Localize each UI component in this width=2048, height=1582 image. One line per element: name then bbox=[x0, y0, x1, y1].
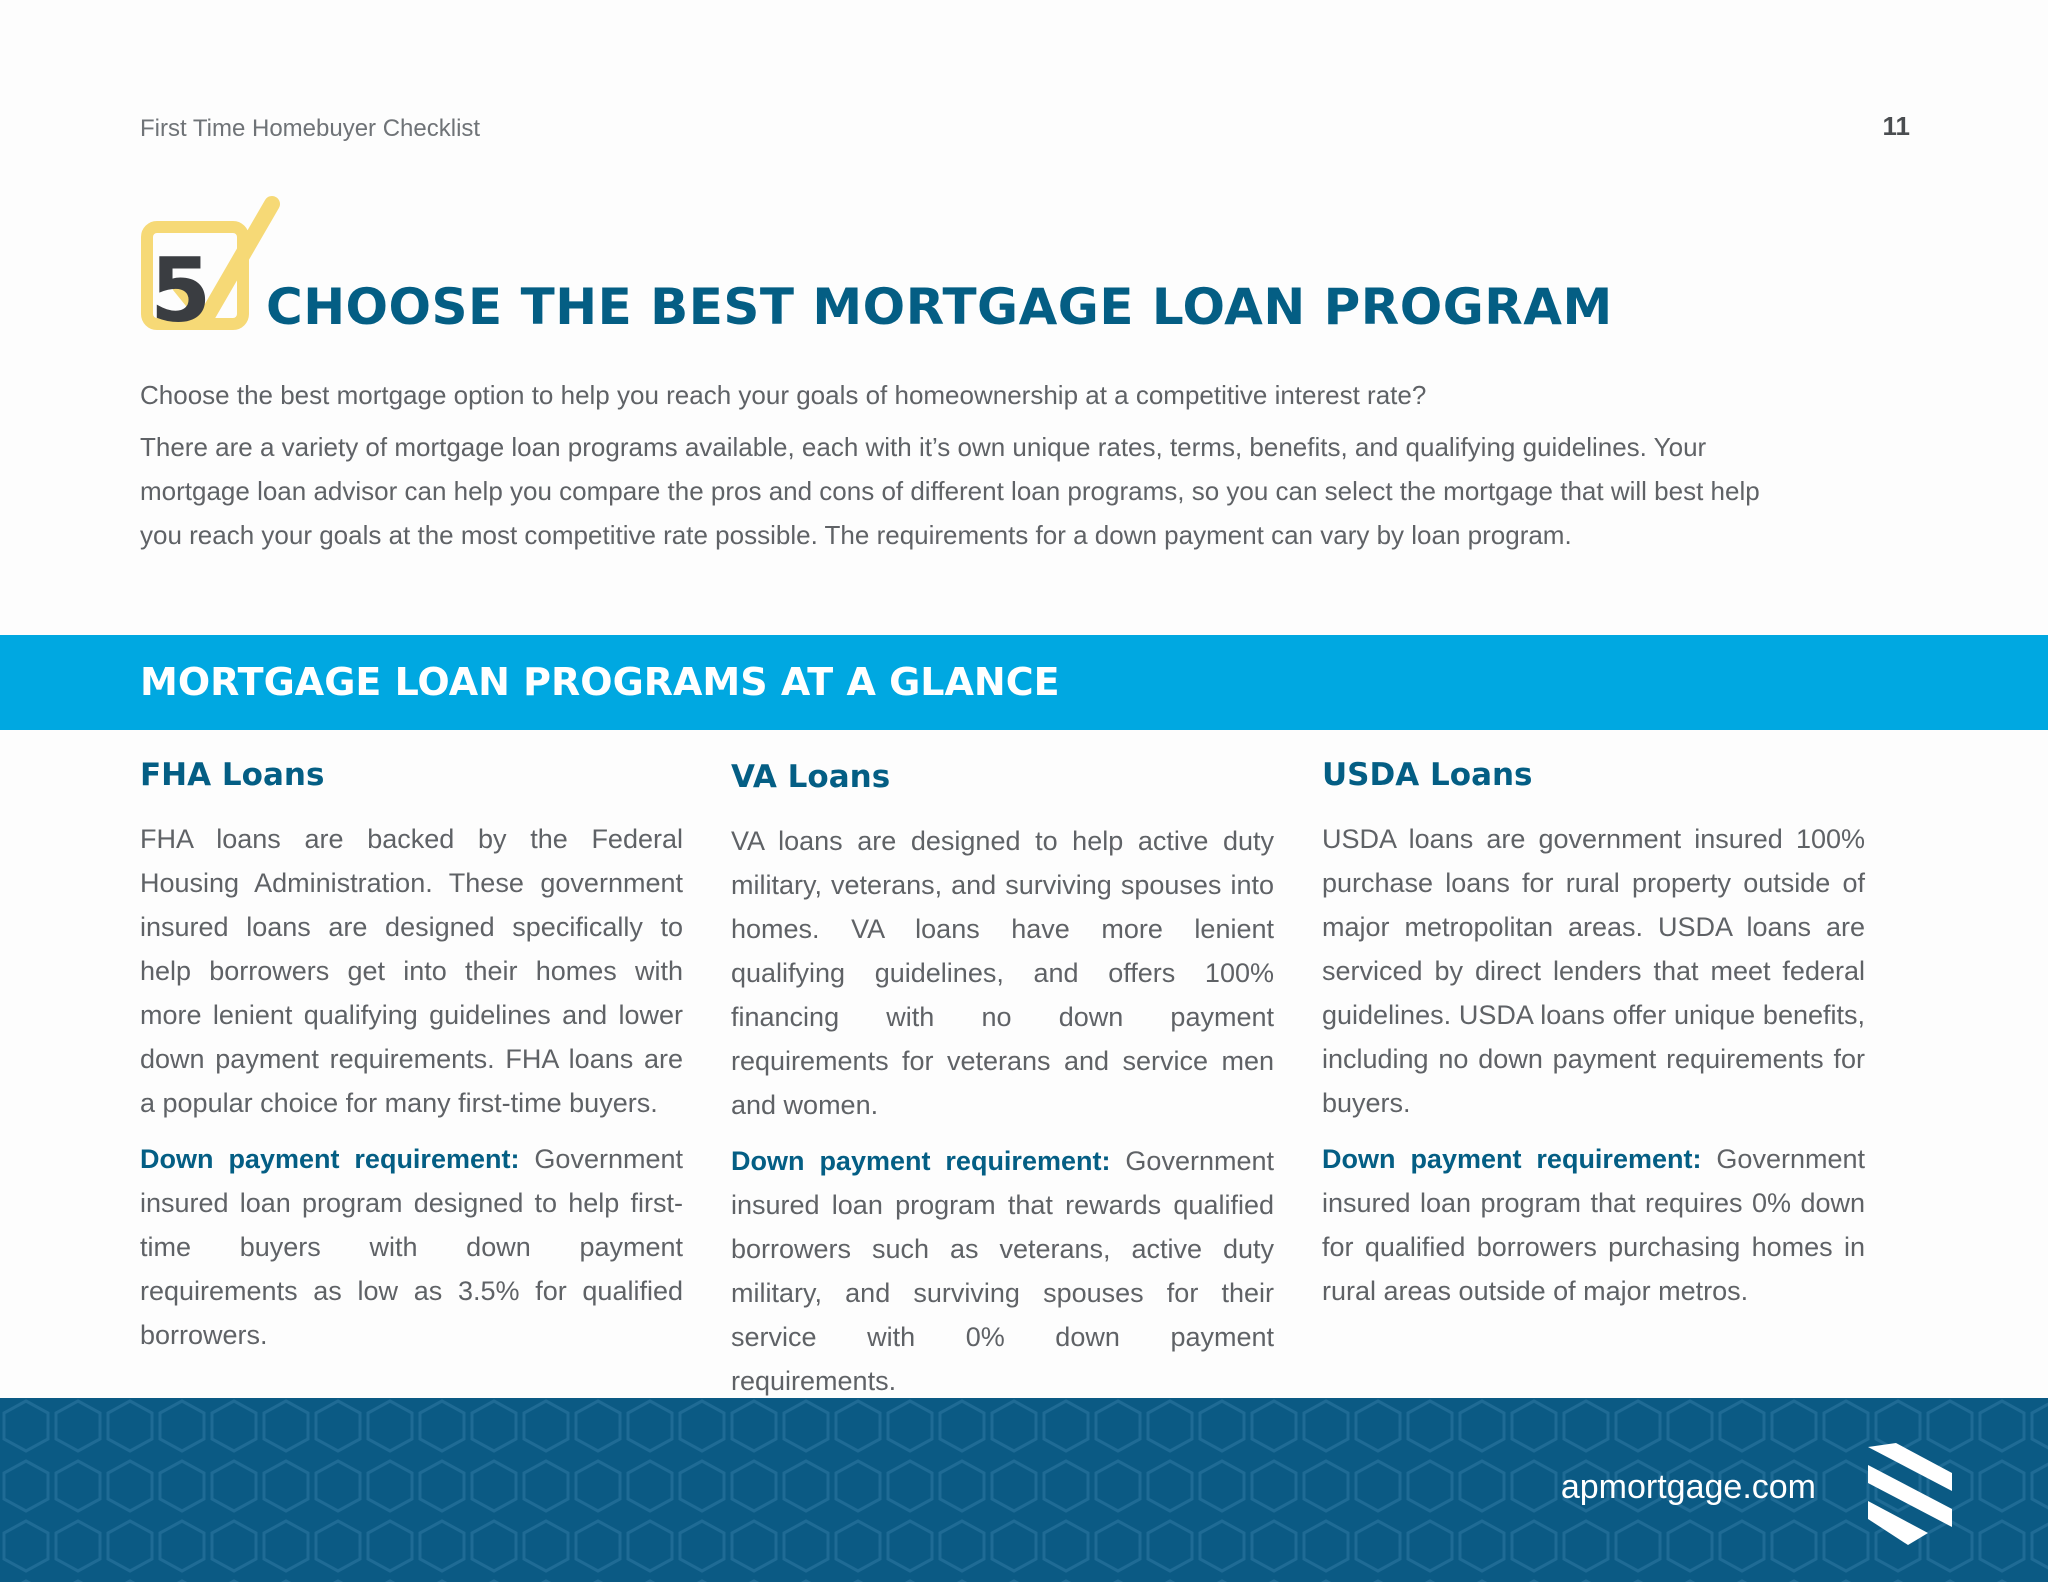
section-title: CHOOSE THE BEST MORTGAGE LOAN PROGRAM bbox=[266, 278, 1613, 336]
usda-down-payment-label: Down payment requirement: bbox=[1322, 1144, 1702, 1174]
va-down-payment-label: Down payment requirement: bbox=[731, 1146, 1111, 1176]
intro-paragraph: Choose the best mortgage option to help you reach your goals of homeownership at a competitive interest rate? bbox=[140, 380, 1427, 410]
fha-loans-column bbox=[140, 755, 683, 1357]
va-loans-column bbox=[731, 757, 1274, 1403]
fha-loans-heading: FHA Loans bbox=[140, 757, 325, 793]
va-loans-heading: VA Loans bbox=[731, 759, 891, 795]
fha-down-payment-label: Down payment requirement: bbox=[140, 1144, 520, 1174]
usda-down-payment-text: Government insured loan program that requires 0% down for qualified borrowers purchasing homes in rural areas outside of major metros. bbox=[1322, 1144, 1865, 1306]
step-number: 5 bbox=[150, 239, 210, 342]
document-title: First Time Homebuyer Checklist bbox=[140, 115, 481, 142]
usda-down-payment bbox=[1322, 1137, 1865, 1313]
footer bbox=[0, 1398, 2048, 1582]
fha-down-payment-text: Government insured loan program designed to help first-time buyers with down payment requirements as low as 3.5% for qualified borrowers. bbox=[140, 1144, 683, 1350]
banner-title: MORTGAGE LOAN PROGRAMS AT A GLANCE bbox=[140, 660, 1060, 704]
body-paragraph: There are a variety of mortgage loan programs available, each with it’s own unique rates, terms, benefits, and qualifying guidelines. Your mortgage loan advisor can help you compare the pros and cons of different loan programs, so you can select the mortgage that will best help you reach your goals at the most competitive rate possible. The requirements for a down payment can vary by loan program. bbox=[140, 432, 1760, 550]
page-number: 11 bbox=[1882, 111, 1910, 141]
fha-down-payment bbox=[140, 1137, 683, 1357]
section-banner bbox=[0, 635, 2048, 730]
va-down-payment-text: Government insured loan program that rewards qualified borrowers such as veterans, active duty military, and surviving spouses for their service with 0% down payment requirements. bbox=[731, 1146, 1274, 1396]
fha-loans-description: FHA loans are backed by the Federal Housing Administration. These government insured loans are designed specifically to help borrowers get into their homes with more lenient qualifying guidelines and lower down payment requirements. FHA loans are a popular choice for many first-time buyers. bbox=[140, 824, 683, 1118]
ap-mortgage-logo-icon bbox=[1868, 1443, 1952, 1545]
va-loans-description: VA loans are designed to help active duty military, veterans, and surviving spouses into homes. VA loans have more lenient qualifying guidelines, and offers 100% financing with no down payment requirements for veterans and service men and women. bbox=[731, 826, 1274, 1120]
va-down-payment bbox=[731, 1139, 1274, 1403]
usda-loans-column bbox=[1322, 755, 1865, 1313]
usda-loans-description: USDA loans are government insured 100% purchase loans for rural property outside of major metropolitan areas. USDA loans are serviced by direct lenders that meet federal guidelines. USDA loans offer unique benefits, including no down payment requirements for buyers. bbox=[1322, 824, 1865, 1118]
usda-loans-heading: USDA Loans bbox=[1322, 757, 1533, 793]
website-link[interactable]: apmortgage.com bbox=[1560, 1468, 1816, 1506]
